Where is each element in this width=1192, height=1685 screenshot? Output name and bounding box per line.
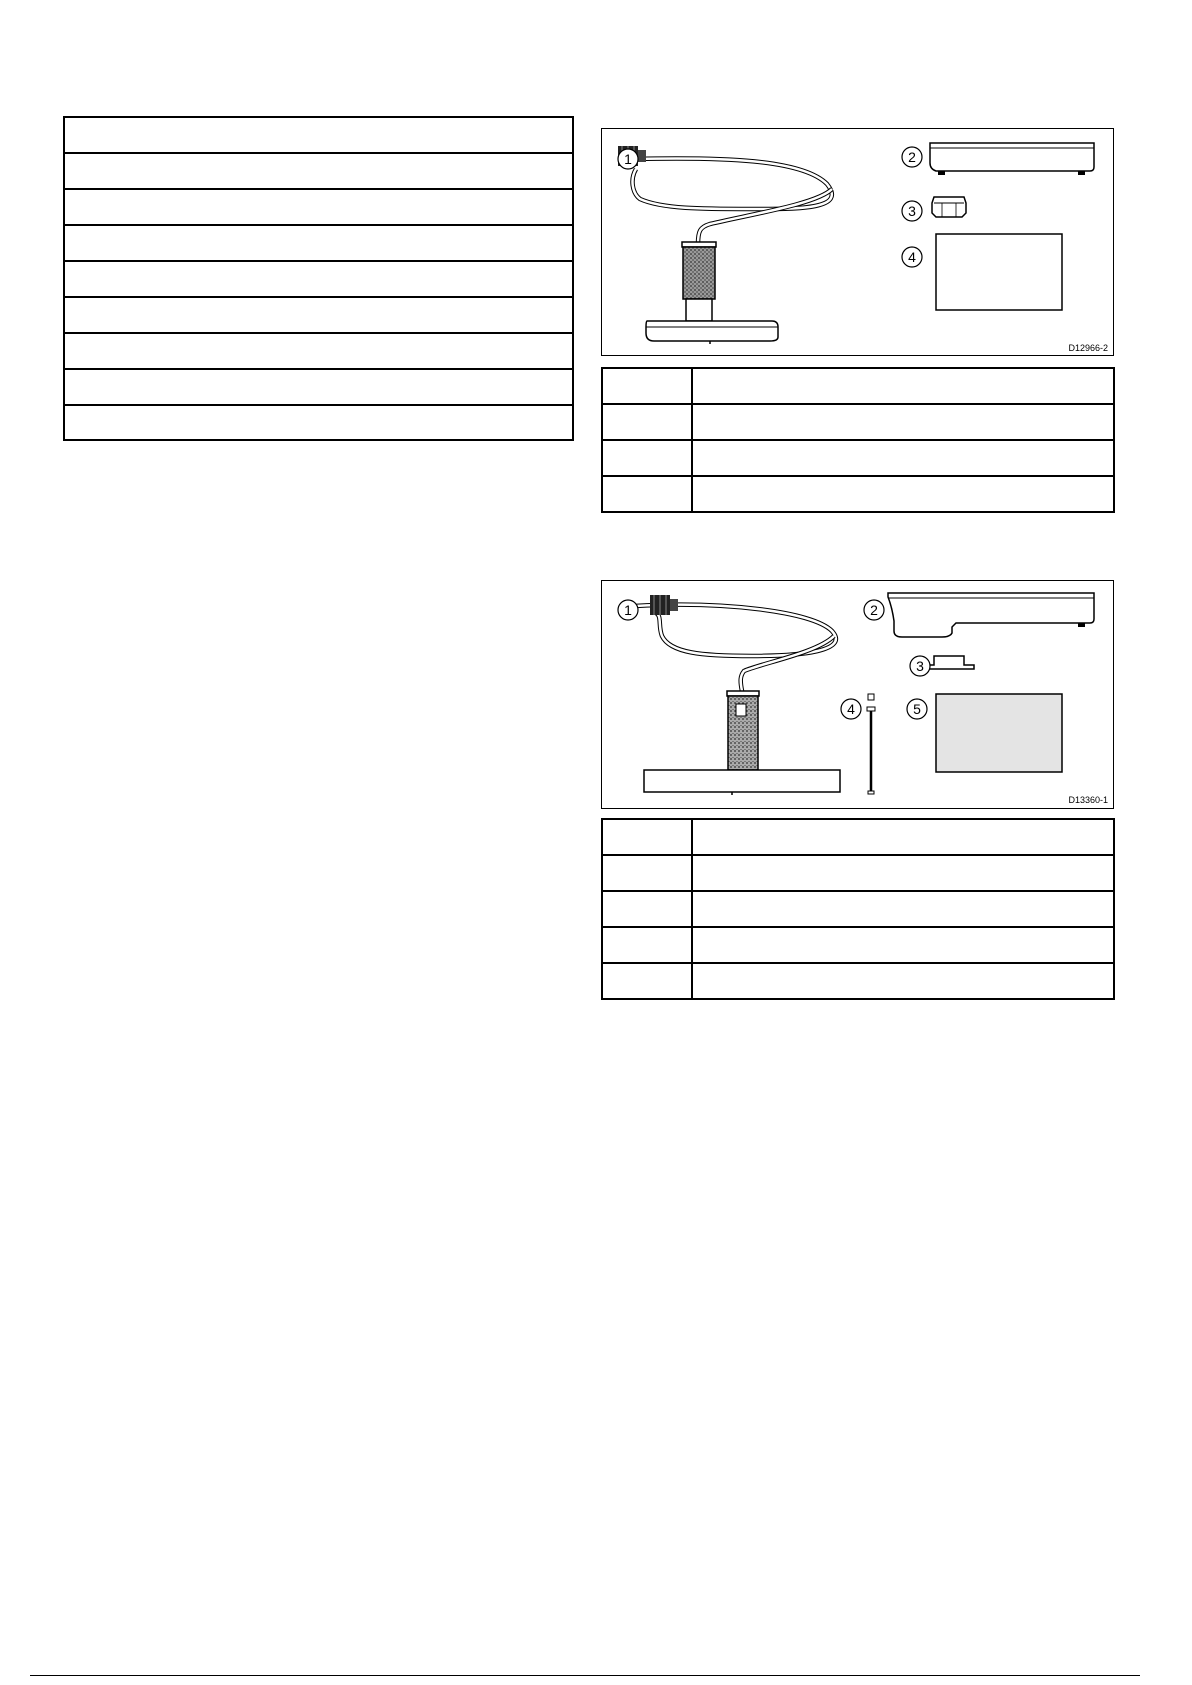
item-description-cell (693, 477, 1113, 511)
mounting-block-icon (888, 593, 1094, 637)
table-row (603, 405, 1113, 441)
left-table (63, 116, 574, 441)
table-row (65, 334, 572, 370)
item-description-cell (693, 405, 1113, 439)
item-description-cell (693, 964, 1113, 998)
nut-icon (932, 197, 966, 217)
table-row (603, 477, 1113, 511)
table-row (603, 892, 1113, 928)
bolt-icon (867, 694, 875, 794)
connector-icon (650, 595, 678, 615)
figure-2-drawing (602, 581, 1115, 810)
item-description-cell (693, 856, 1113, 890)
figure-1-code: D12966-2 (1068, 343, 1108, 353)
table-row (65, 154, 572, 190)
table-row (603, 441, 1113, 477)
item-description-cell (693, 928, 1113, 962)
callout-5: 5 (913, 701, 921, 717)
item-number-cell (603, 441, 693, 475)
item-number-cell (603, 369, 693, 403)
figure-transducer-kit-2 (601, 580, 1114, 809)
mounting-block-icon (930, 143, 1094, 175)
document-icon (936, 234, 1062, 310)
table-row (65, 118, 572, 154)
item-number-cell (603, 405, 693, 439)
figure-2-parts-table (601, 818, 1115, 1000)
callout-2: 2 (908, 149, 916, 165)
table-row (65, 190, 572, 226)
transducer-icon (646, 242, 778, 344)
document-icon (936, 694, 1062, 772)
table-row (603, 856, 1113, 892)
callout-1: 1 (624, 151, 632, 167)
item-number-cell (603, 820, 693, 854)
item-number-cell (603, 477, 693, 511)
item-description-cell (693, 369, 1113, 403)
footer-rule (30, 1675, 1140, 1676)
callout-2: 2 (870, 602, 878, 618)
item-description-cell (693, 892, 1113, 926)
item-description-cell (693, 441, 1113, 475)
figure-1-drawing (602, 129, 1115, 357)
table-row (65, 298, 572, 334)
table-row (603, 369, 1113, 405)
table-row (603, 820, 1113, 856)
item-number-cell (603, 856, 693, 890)
figure-transducer-kit-1 (601, 128, 1114, 356)
table-row (65, 262, 572, 298)
table-row (603, 928, 1113, 964)
figure-1-parts-table (601, 367, 1115, 513)
table-row (65, 226, 572, 262)
callout-3: 3 (908, 203, 916, 219)
table-row (65, 370, 572, 406)
callout-1: 1 (624, 602, 632, 618)
callout-4: 4 (847, 701, 855, 717)
callout-3: 3 (916, 658, 924, 674)
figure-2-code: D13360-1 (1068, 795, 1108, 805)
transducer-icon (644, 691, 840, 795)
callout-4: 4 (908, 249, 916, 265)
item-description-cell (693, 820, 1113, 854)
item-number-cell (603, 892, 693, 926)
table-row (603, 964, 1113, 998)
item-number-cell (603, 928, 693, 962)
item-number-cell (603, 964, 693, 998)
table-row (65, 406, 572, 441)
